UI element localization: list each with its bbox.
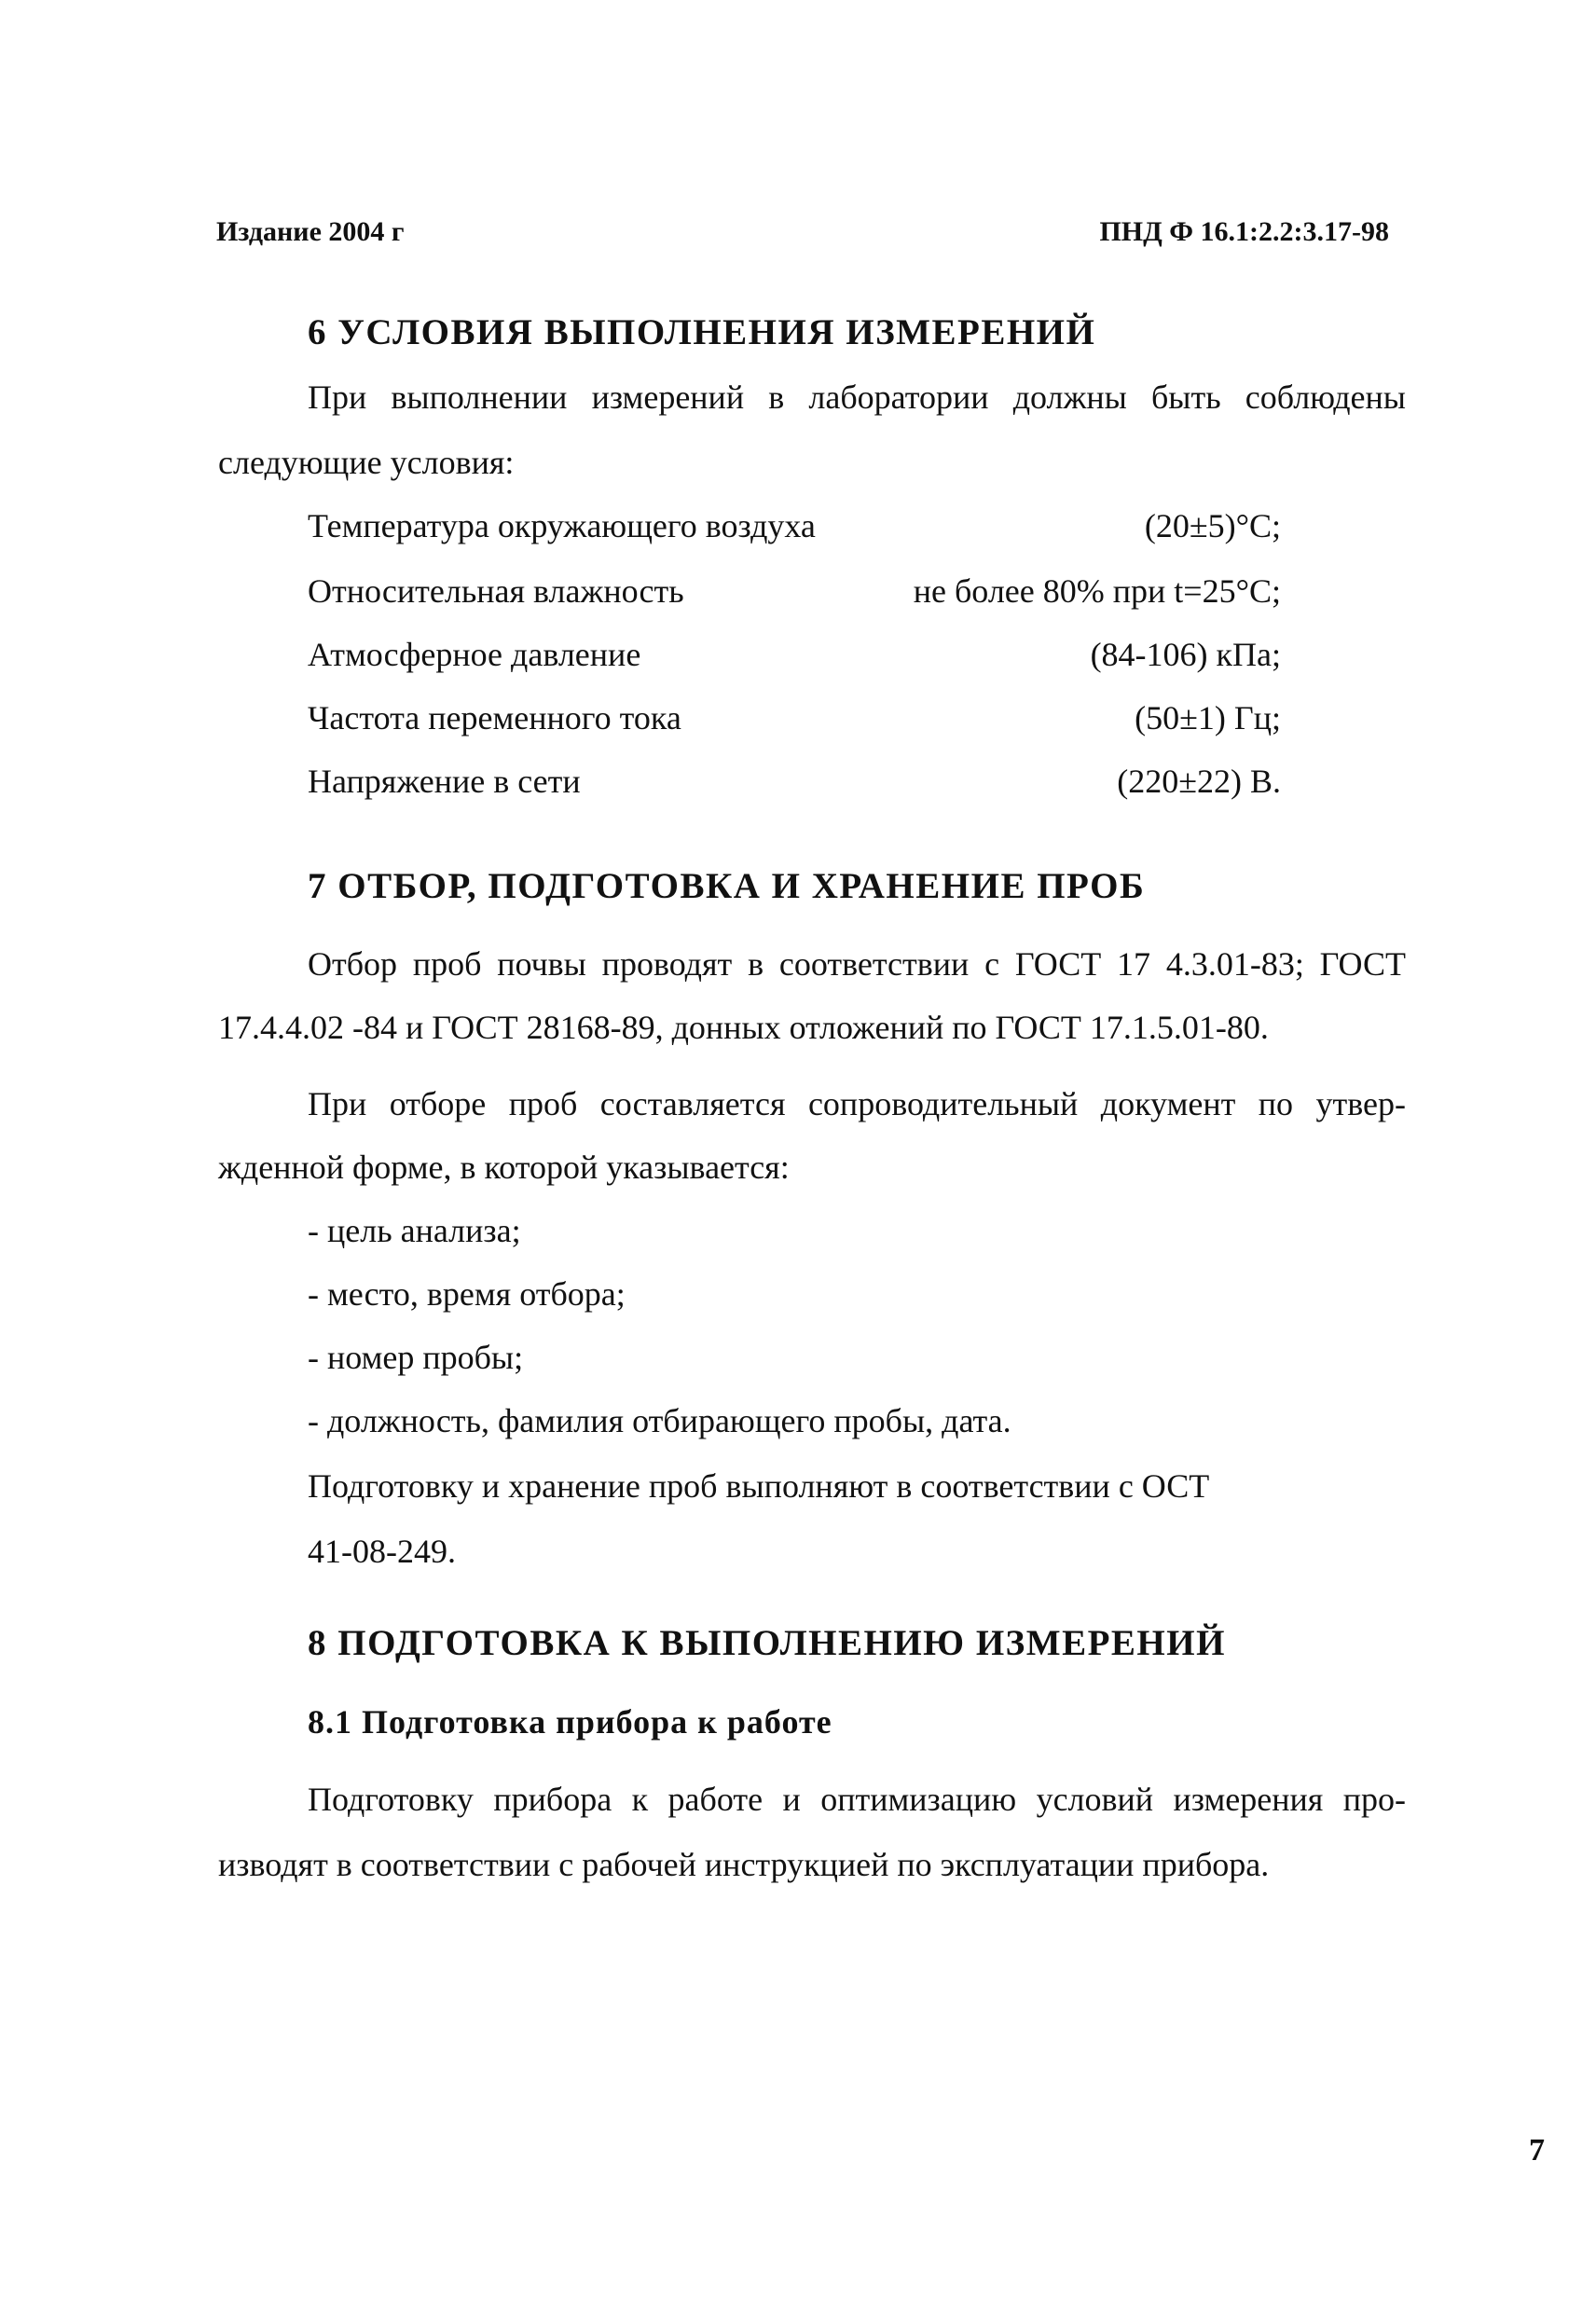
edition-label: Издание 2004 г bbox=[216, 216, 405, 247]
condition-value-frequency: (50±1) Гц; bbox=[1135, 699, 1281, 736]
list-item: - место, время отбора; bbox=[308, 1275, 626, 1313]
condition-label-humidity: Относительная влажность bbox=[308, 572, 684, 610]
list-item: - цель анализа; bbox=[308, 1212, 521, 1249]
section-8-1-title: 8.1 Подготовка прибора к работе bbox=[308, 1703, 832, 1741]
list-item: - номер пробы; bbox=[308, 1339, 524, 1376]
section-7-p3-line1: Подготовку и хранение проб выполняют в соответствии с ОСТ bbox=[308, 1467, 1210, 1505]
section-8-p1-line2: изводят в соответствии с рабочей инструкцией по эксплуатации прибора. bbox=[218, 1846, 1270, 1883]
section-7-p1-line2: 17.4.4.02 -84 и ГОСТ 28168-89, донных отложений по ГОСТ 17.1.5.01-80. bbox=[218, 1009, 1269, 1046]
condition-label-voltage: Напряжение в сети bbox=[308, 763, 581, 800]
section-8-title: 8 ПОДГОТОВКА К ВЫПОЛНЕНИЮ ИЗМЕРЕНИЙ bbox=[308, 1623, 1226, 1663]
condition-value-temperature: (20±5)°С; bbox=[1144, 507, 1281, 544]
section-7-p1-line1: Отбор проб почвы проводят в соответствии с ГОСТ 17 4.3.01-83; ГОСТ bbox=[308, 945, 1406, 983]
document-code: ПНД Ф 16.1:2.2:3.17-98 bbox=[1099, 216, 1389, 247]
section-6-intro-line1: При выполнении измерений в лаборатории должны быть соблюдены bbox=[308, 378, 1406, 416]
section-8-p1-line1: Подготовку прибора к работе и оптимизацию условий измерения про- bbox=[308, 1781, 1406, 1818]
condition-label-temperature: Температура окружающего воздуха bbox=[308, 507, 816, 544]
section-7-p2-line1: При отборе проб составляется сопроводительный документ по утвер- bbox=[308, 1085, 1406, 1122]
section-7-p2-line2: жденной форме, в которой указывается: bbox=[218, 1149, 790, 1186]
section-7-p3-line2: 41-08-249. bbox=[308, 1533, 456, 1570]
condition-value-voltage: (220±22) В. bbox=[1117, 763, 1281, 800]
list-item: - должность, фамилия отбирающего пробы, дата. bbox=[308, 1402, 1011, 1439]
condition-label-frequency: Частота переменного тока bbox=[308, 699, 681, 736]
section-7-title: 7 ОТБОР, ПОДГОТОВКА И ХРАНЕНИЕ ПРОБ bbox=[308, 866, 1146, 906]
page-number: 7 bbox=[1529, 2133, 1545, 2168]
condition-value-humidity: не более 80% при t=25°С; bbox=[913, 572, 1281, 610]
section-6-intro-line2: следующие условия: bbox=[218, 444, 515, 481]
condition-label-pressure: Атмосферное давление bbox=[308, 636, 641, 673]
section-6-title: 6 УСЛОВИЯ ВЫПОЛНЕНИЯ ИЗМЕРЕНИЙ bbox=[308, 312, 1096, 352]
condition-value-pressure: (84-106) кПа; bbox=[1090, 636, 1281, 673]
